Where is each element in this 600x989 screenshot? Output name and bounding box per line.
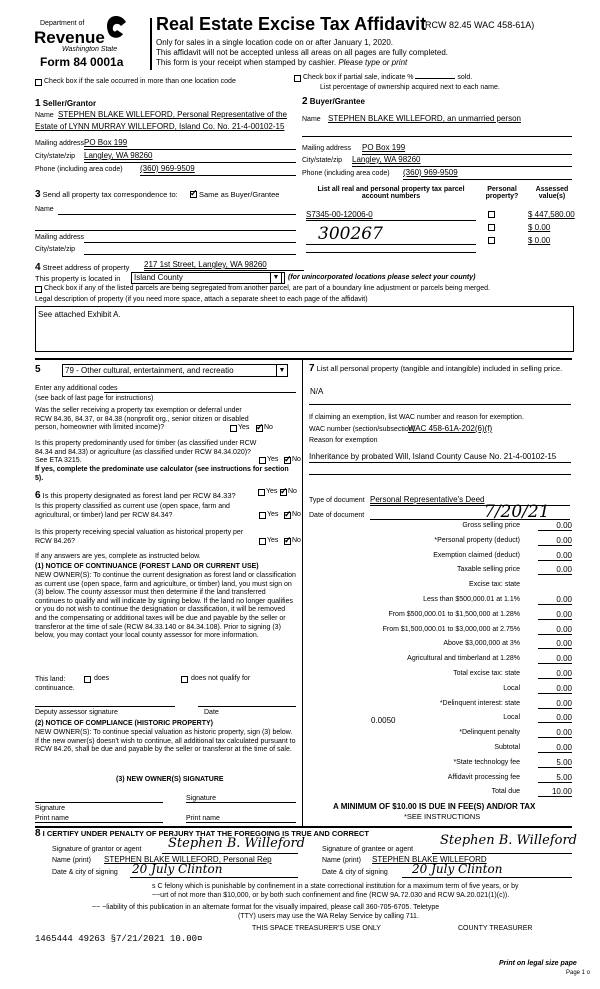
calc-label: *Personal property (deduct) xyxy=(434,536,520,544)
grantor-sig-label: Signature of grantor or agent xyxy=(52,846,142,853)
notice3-title: (3) NEW OWNER(S) SIGNATURE xyxy=(116,776,224,783)
q1-yes-checkbox[interactable] xyxy=(230,425,237,432)
doc-date-label: Date of document xyxy=(309,512,365,519)
s6-q1-yes-label: Yes xyxy=(266,488,278,495)
street-address-label: 4 Street address of property xyxy=(35,262,130,273)
calc-label: Above $3,000,000 at 3% xyxy=(443,640,520,648)
s6-q2-yes-label: Yes xyxy=(267,511,279,518)
seller-name-line1[interactable]: STEPHEN BLAKE WILLEFORD, Personal Representative of the xyxy=(58,110,287,119)
calc-value[interactable]: 0.00 xyxy=(538,521,572,531)
s6-q3-yes-checkbox[interactable] xyxy=(259,538,266,545)
s6-q3-yes-label: Yes xyxy=(267,537,279,544)
perjury-note-2: ~~urt of not more than $10,000, or by both such confinement and fine (RCW 9A.72.030 and RCW 9A.20.021(1)(c)). xyxy=(152,892,510,899)
s6-q2-no-label: No xyxy=(292,511,301,518)
wac-number[interactable]: WAC 458-61A-202(6)(f) xyxy=(408,424,493,433)
section3-label: 3 Send all property tax correspondence to: xyxy=(35,189,178,200)
s6-q1-no-label: No xyxy=(288,488,297,495)
section3-name-label: Name xyxy=(35,206,54,213)
assessed-value-3[interactable]: $ 0.00 xyxy=(528,236,551,245)
grantor-name-label: Name (print) xyxy=(52,857,91,864)
notice2-title: (2) NOTICE OF COMPLIANCE (HISTORIC PROPERTY) xyxy=(35,720,213,727)
deputy-signature-label: Deputy assessor signature xyxy=(35,709,118,716)
cashier-stamp: 1465444 49263 §7/21/2021 10.00¤ xyxy=(35,934,203,944)
treasurer-only-label: THIS SPACE TREASURER'S USE ONLY xyxy=(252,925,381,932)
personal-checkbox-3[interactable] xyxy=(488,237,495,244)
seller-name-line2[interactable]: Estate of LYNN MURRAY WILLEFORD, Island Co. No. 21-4-00102-15 xyxy=(35,122,285,131)
parcel-col-header: List all real and personal property tax parcel account numbers xyxy=(317,186,465,200)
personal-checkbox-1[interactable] xyxy=(488,211,495,218)
chevron-down-icon[interactable]: ▼ xyxy=(276,364,288,377)
header-note-3: This form is your receipt when stamped by cashier. Please type or print xyxy=(156,58,408,67)
s6-q3-no-label: No xyxy=(292,537,301,544)
section6-note: If any answers are yes, complete as instructed below. xyxy=(35,553,201,560)
calc-value[interactable]: 0.00 xyxy=(538,551,572,561)
print-legal-note: Print on legal size pape xyxy=(499,960,577,967)
unincorporated-note: (for unincorporated locations please select your county) xyxy=(288,274,476,281)
s6-q2-yes-checkbox[interactable] xyxy=(259,512,266,519)
header-note-2: This affidavit will not be accepted unless all areas on all pages are fully completed. xyxy=(156,48,449,57)
section6-q2: Is this property classified as current use (open space, farm and agricultural, or timber) land per RCW 84.34? xyxy=(35,503,230,519)
same-as-buyer-label: Same as Buyer/Grantee xyxy=(199,190,280,199)
multi-location-checkbox[interactable] xyxy=(35,79,42,86)
grantee-date-label: Date & city of signing xyxy=(322,869,388,876)
calc-label: From $1,500,000.01 to $3,000,000 at 2.75% xyxy=(382,625,520,633)
grantee-sig-label: Signature of grantee or agent xyxy=(322,846,414,853)
form-number: Form 84 0001a xyxy=(40,55,124,69)
q2-yes-checkbox[interactable] xyxy=(259,457,266,464)
section6-q1: 6 Is this property designated as forest land per RCW 84.33? xyxy=(35,490,236,501)
seller-mailing[interactable]: PO Box 199 xyxy=(84,138,128,147)
additional-codes-label: Enter any additional codes xyxy=(35,385,118,392)
grantee-name[interactable]: STEPHEN BLAKE WILLEFORD xyxy=(372,855,487,864)
page-number: Page 1 o xyxy=(566,970,591,976)
buyer-city-label: City/state/zip xyxy=(302,157,343,164)
alt-format-note-2: (TTY) users may use the WA Relay Service by calling 711. xyxy=(238,913,419,920)
calc-label: *State technology fee xyxy=(453,758,520,766)
state-label: Washington State xyxy=(62,46,118,53)
does-not-label: does not qualify for xyxy=(191,675,251,682)
calc-value[interactable]: 0.00 xyxy=(538,625,572,635)
calc-label: Local xyxy=(503,714,520,722)
notice1-title: (1) NOTICE OF CONTINUANCE (FOREST LAND OR CURRENT USE) xyxy=(35,563,259,570)
exemption-label: If claiming an exemption, list WAC number and reason for exemption. xyxy=(309,414,524,421)
buyer-city[interactable]: Langley, WA 98260 xyxy=(352,155,421,164)
calc-label: *Delinquent interest: state xyxy=(439,699,520,707)
section3-city-label: City/state/zip xyxy=(35,246,76,253)
personal-property-value[interactable]: N/A xyxy=(310,387,324,396)
buyer-mailing-label: Mailing address xyxy=(302,145,352,152)
calc-label: Total due xyxy=(491,788,520,796)
multi-location-label: Check box if the sale occurred in more than one location code xyxy=(44,78,236,85)
calc-label: Subtotal xyxy=(494,744,520,751)
calc-label: Gross selling price xyxy=(462,522,520,529)
notice1-text: NEW OWNER(S): To continue the current designation as forest land or classification as current use (open space, farm and agriculture, or timber) land, you must sign on (3) below. The county assessor must then determine if the land transferred continues to qualify and will indicate by signing below. If the land no longer qualifies or you do not wish to continue the designation or classification, it will be removed and the compensating or additional taxes will be due and payable by the seller or transferor at the time of sale (RCW 84.33.140 or 84.34.108). Prior to signing (3) below, you may contact your local county assessor for more information. xyxy=(35,572,296,640)
calc-value[interactable]: 0.00 xyxy=(538,743,572,753)
section5-q2: Is this property predominantly used for timber (as classified under RCW 84.34 and 84.33) or agriculture (as classified under RCW 84.34.020)? See ETA 3215. xyxy=(35,440,257,464)
deputy-date-label: Date xyxy=(204,709,219,716)
use-code-select[interactable]: 79 - Other cultural, entertainment, and recreatio xyxy=(62,364,288,377)
legal-description-box[interactable] xyxy=(35,306,574,352)
section5-q1: Was the seller receiving a property tax exemption or deferral under RCW 84.36, 84.37, or 84.38 (nonprofit org., senior citizen or disabled person, homeowner with limited income)? xyxy=(35,407,249,431)
calc-value[interactable]: 0.00 xyxy=(538,565,572,575)
grantee-date-city[interactable]: 20 July Clinton xyxy=(412,862,503,876)
partial-sale-checkbox[interactable] xyxy=(294,75,301,82)
calc-label: *Delinquent penalty xyxy=(459,729,520,737)
q2-yes-label: Yes xyxy=(267,456,279,463)
calc-label: From $500,000.01 to $1,500,000 at 1.28% xyxy=(388,610,520,618)
seller-mailing-label: Mailing address xyxy=(35,140,85,147)
calc-value[interactable]: 0.00 xyxy=(538,669,572,679)
calc-label: Agricultural and timberland at 1.28% xyxy=(407,655,520,663)
section7-text: 7 List all personal property (tangible and intangible) included in selling price. xyxy=(309,363,563,374)
calc-value[interactable]: 0.00 xyxy=(538,610,572,620)
grantor-date-label: Date & city of signing xyxy=(52,869,118,876)
section3-mailing-label: Mailing address xyxy=(35,234,85,241)
q1-no-label: No xyxy=(264,424,273,431)
assessed-col-header: Assessed value(s) xyxy=(535,186,569,200)
calc-value[interactable]: 0.00 xyxy=(538,595,572,605)
q1-yes-label: Yes xyxy=(238,424,250,431)
does-checkbox[interactable] xyxy=(84,676,91,683)
s6-q3-no-checkbox[interactable] xyxy=(284,538,291,545)
parcel-account-2[interactable]: 300267 xyxy=(318,224,383,244)
reason-label: Reason for exemption xyxy=(309,437,378,444)
calc-value[interactable]: 0.00 xyxy=(538,654,572,664)
seller-city[interactable]: Langley, WA 98260 xyxy=(84,151,153,160)
legal-description-text: See attached Exhibit A. xyxy=(38,310,121,319)
revenue-logo-icon xyxy=(105,14,127,40)
seller-name-label: Name xyxy=(35,112,54,119)
revenue-logo-text: Revenue xyxy=(34,28,105,47)
section5-q2-note: If yes, complete the predominate use calculator (see instructions for section 5). xyxy=(35,466,289,482)
calc-value[interactable]: 0.00 xyxy=(538,728,572,738)
this-land-label: This land: xyxy=(35,676,66,683)
buyer-heading: 2 Buyer/Grantee xyxy=(302,96,365,107)
calc-value[interactable]: 5.00 xyxy=(538,773,572,783)
doc-type[interactable]: Personal Representative's Deed xyxy=(370,495,485,504)
personal-checkbox-2[interactable] xyxy=(488,224,495,231)
chevron-down-icon[interactable]: ▼ xyxy=(270,272,282,284)
parcel-account-1[interactable]: S7345-00-12006-0 xyxy=(306,210,373,219)
grantor-name[interactable]: STEPHEN BLAKE WILLEFORD, Personal Rep xyxy=(104,855,272,864)
header-note-1: Only for sales in a single location code on or after January 1, 2020. xyxy=(156,38,394,47)
county-select[interactable]: Island County xyxy=(131,272,285,284)
continuance-label: continuance. xyxy=(35,685,75,692)
doc-date[interactable]: 7/20/21 xyxy=(484,502,550,522)
minimum-note: A MINIMUM OF $10.00 IS DUE IN FEE(S) AND/OR TAX xyxy=(333,802,536,811)
calc-label: Local xyxy=(503,684,520,692)
seller-city-label: City/state/zip xyxy=(35,153,76,160)
seller-phone-label: Phone (including area code) xyxy=(35,166,123,173)
buyer-name-label: Name xyxy=(302,116,321,123)
personal-col-header: Personal property? xyxy=(485,186,519,200)
alt-format-note-1: ~~ ~liability of this publication in an alternate format for the visually impaired, please call 360-705-6705. Teletype xyxy=(92,904,440,911)
perjury-note-1: s C felony which is punishable by confinement in a state correctional institution for a maximum term of five years, or by xyxy=(152,883,519,890)
same-as-buyer-checkbox[interactable] xyxy=(190,191,197,198)
reason-text[interactable]: Inheritance by probated Will, Island County Cause No. 21-4-00102-15 xyxy=(309,452,557,461)
grantee-name-label: Name (print) xyxy=(322,857,361,864)
calc-value[interactable]: 0.00 xyxy=(538,536,572,546)
doc-type-label: Type of document xyxy=(309,497,365,504)
calc-value[interactable]: 5.00 xyxy=(538,758,572,768)
does-not-checkbox[interactable] xyxy=(181,676,188,683)
segregated-label: Check box if any of the listed parcels are being segregated from another parcel, are part of a boundary line adjustment or parcels being merged. xyxy=(44,285,490,292)
calc-value[interactable]: 0.00 xyxy=(538,639,572,649)
s6-q1-yes-checkbox[interactable] xyxy=(258,489,265,496)
page-title: Real Estate Excise Tax Affidavit xyxy=(156,14,427,34)
street-address[interactable]: 217 1st Street, Langley, WA 98260 xyxy=(144,260,267,269)
notice2-text: NEW OWNER(S): To continue special valuation as historic property, sign (3) below. If the new owner(s) doesn't wish to continue, all additional tax calculated pursuant to RCW 84.26, shall be due and payable by the seller or transferor at the time of sale. xyxy=(35,729,296,754)
segregated-checkbox[interactable] xyxy=(35,286,42,293)
legal-description-label: Legal description of property (if you need more space, attach a separate sheet to each page of the affidavit) xyxy=(35,296,368,303)
seller-heading: 1 Seller/Grantor xyxy=(35,98,97,109)
owner-print-label-2: Print name xyxy=(186,815,220,822)
owner-signature-label-1: Signature xyxy=(35,805,65,812)
section5-num: 5 xyxy=(35,364,41,375)
grantee-signature[interactable]: Stephen B. Willeford xyxy=(440,833,578,848)
owner-print-label-1: Print name xyxy=(35,815,69,822)
calc-value[interactable]: 10.00 xyxy=(538,787,572,797)
located-in-label: This property is located in xyxy=(35,274,121,283)
partial-sale-note: List percentage of ownership acquired next to each name. xyxy=(320,84,500,91)
partial-sale-label: Check box if partial sale, indicate % sold. xyxy=(303,74,473,81)
calc-value[interactable]: 0.00 xyxy=(538,713,572,723)
buyer-mailing[interactable]: PO Box 199 xyxy=(362,143,406,152)
grantor-date-city[interactable]: 20 July Clinton xyxy=(132,862,223,876)
dept-label: Department of xyxy=(40,20,85,27)
calc-label: Affidavit processing fee xyxy=(447,773,520,781)
buyer-phone[interactable]: (360) 969-9509 xyxy=(403,168,458,177)
calc-label: Exemption claimed (deduct) xyxy=(433,551,520,559)
s6-q2-no-checkbox[interactable] xyxy=(284,512,291,519)
additional-codes-note: (see back of last page for instructions) xyxy=(35,395,154,402)
q1-no-checkbox[interactable] xyxy=(256,425,263,432)
q2-no-checkbox[interactable] xyxy=(284,457,291,464)
calc-value[interactable]: 0.00 xyxy=(538,699,572,709)
calc-value[interactable]: 0.00 xyxy=(538,684,572,694)
see-instructions-note: *SEE INSTRUCTIONS xyxy=(404,812,481,821)
buyer-name[interactable]: STEPHEN BLAKE WILLEFORD, an unmarried person xyxy=(328,114,521,123)
buyer-phone-label: Phone (including area code) xyxy=(302,170,390,177)
certify-statement: 8 I CERTIFY UNDER PENALTY OF PERJURY THAT THE FOREGOING IS TRUE AND CORRECT xyxy=(35,828,369,839)
does-label: does xyxy=(94,675,110,682)
local-rate: 0.0050 xyxy=(371,716,396,725)
assessed-value-1[interactable]: $ 447,580.00 xyxy=(528,210,575,219)
wac-label: WAC number (section/subsection) xyxy=(309,426,415,433)
seller-phone[interactable]: (360) 969-9509 xyxy=(140,164,195,173)
calc-label: Excise tax: state xyxy=(469,581,520,589)
assessed-value-2[interactable]: $ 0.00 xyxy=(528,223,551,232)
calc-label: Taxable selling price xyxy=(456,566,520,574)
county-treasurer-label: COUNTY TREASURER xyxy=(458,925,533,932)
calc-label: Less than $500,000.01 at 1.1% xyxy=(423,596,520,603)
owner-signature-label-2: Signature xyxy=(186,795,216,802)
calc-label: Total excise tax: state xyxy=(453,670,520,677)
title-citation: (RCW 82.45 WAC 458-61A) xyxy=(422,20,535,30)
section6-q3: Is this property receiving special valuation as historical property per RCW 84.26? xyxy=(35,529,244,545)
q2-no-label: No xyxy=(292,456,301,463)
grantor-signature[interactable]: Stephen B. Willeford xyxy=(168,836,306,851)
s6-q1-no-checkbox[interactable] xyxy=(280,489,287,496)
